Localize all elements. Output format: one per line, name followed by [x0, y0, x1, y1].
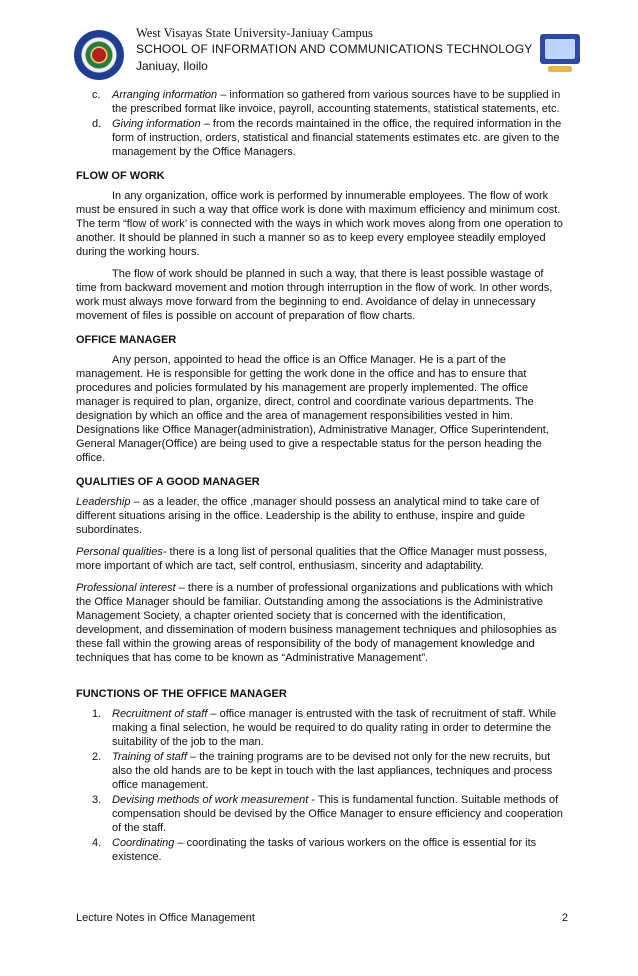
- university-name: West Visayas State University-Janiuay Campus: [136, 26, 373, 40]
- school-name: SCHOOL OF INFORMATION AND COMMUNICATIONS TECHNOLOGY: [136, 42, 533, 56]
- campus-location: Janiuay, Iloilo: [136, 59, 208, 73]
- paragraph: Any person, appointed to head the office is an Office Manager. He is a part of the management. He is responsible for getting the work done in the office and has to ensure that procedures and policies formulated by his management are properly implemented. The office manager is required to plan, organize, direct, control and coordinate various departments. The designation by which an office and the area of management responsibilities vested in him. Designations like Office Manager(administration), Administrative Manager, Office Superintendent, General Manager(Office) are being used to give a respectable status for the person heading the office.: [76, 354, 549, 464]
- list-item: 2. Training of staff – the training programs are to be devised not only for the new recruits, but also the old hands are to be kept in touch with the last appliances, techniques and process office management.: [92, 751, 553, 791]
- paragraph: In any organization, office work is performed by innumerable employees. The flow of work must be ensured in such a way that office work is done with maximum efficiency and minimum cost. The term “flow of work’ is connected with the ways in which work moves along from one operation to another. It should be planned in such a manner so as to keep every employee steadily employed during the working hours.: [76, 190, 563, 258]
- functions-list: [76, 707, 566, 864]
- computer-monitor-icon: [536, 34, 586, 74]
- list-item: c. Arranging information – information so gathered from various sources have to be supplied in the prescribed format like invoice, payroll, accounting statements, statistical statements, etc.: [92, 89, 561, 115]
- document-body: [76, 88, 566, 870]
- page-number: 2: [561, 912, 568, 924]
- paragraph: Leadership – as a leader, the office ,manager should possess an analytical mind to take care of different situations arising in the office. Leadership is the ability to enthuse, inspire and guide subordinates.: [76, 496, 540, 536]
- section-heading-manager: OFFICE MANAGER: [76, 334, 177, 346]
- section-heading-functions: FUNCTIONS OF THE OFFICE MANAGER: [76, 688, 287, 700]
- paragraph: Professional interest – there is a number of professional organizations and publications with which the Office Manager should be familiar. Outstanding among the associations is the Administrative Management Society, a chapter oriented society that is concerned with the identification, development, and dissemination of modern business management techniques and philosophies as these fall within the growing areas of responsibility of the body of management knowledge and techniques that has come to be known as “Administrative Management”.: [76, 582, 557, 664]
- list-item: 4. Coordinating – coordinating the tasks of various workers on the office is essential for its existence.: [92, 837, 537, 863]
- page-header: [64, 26, 594, 84]
- list-item: 1. Recruitment of staff – office manager is entrusted with the task of recruitment of staff. While making a final selection, he would be required to do quality rating in order to determine the suitability of the job to the man.: [92, 708, 557, 748]
- paragraph: Personal qualities- there is a long list of personal qualities that the Office Manager must possess, more important of which are tact, self control, enthusiasm, sincerity and adaptability.: [76, 546, 548, 572]
- section-heading-qualities: QUALITIES OF A GOOD MANAGER: [76, 476, 260, 488]
- list-item: d. Giving information – from the records maintained in the office, the required information in the form of instruction, orders, statistical and financial statements estimates etc. are given to the management by the Office Managers.: [92, 118, 562, 158]
- footer-title: Lecture Notes in Office Management: [76, 912, 255, 924]
- intro-list: [76, 88, 566, 159]
- section-heading-flow: FLOW OF WORK: [76, 170, 165, 182]
- list-item: 3. Devising methods of work measurement - This is fundamental function. Suitable methods of compensation should be devised by the Office Manager to ensure efficiency and cooperation of the staff.: [92, 794, 563, 834]
- paragraph: The flow of work should be planned in such a way, that there is least possible wastage of time from backward movement and motion through interruption in the flow of work. In other words, work must always move forward from the beginning to end. Avoidance of delay in unnecessary movement of files is possible on account of preparation of flow charts.: [76, 268, 553, 322]
- university-seal-icon: [74, 30, 124, 80]
